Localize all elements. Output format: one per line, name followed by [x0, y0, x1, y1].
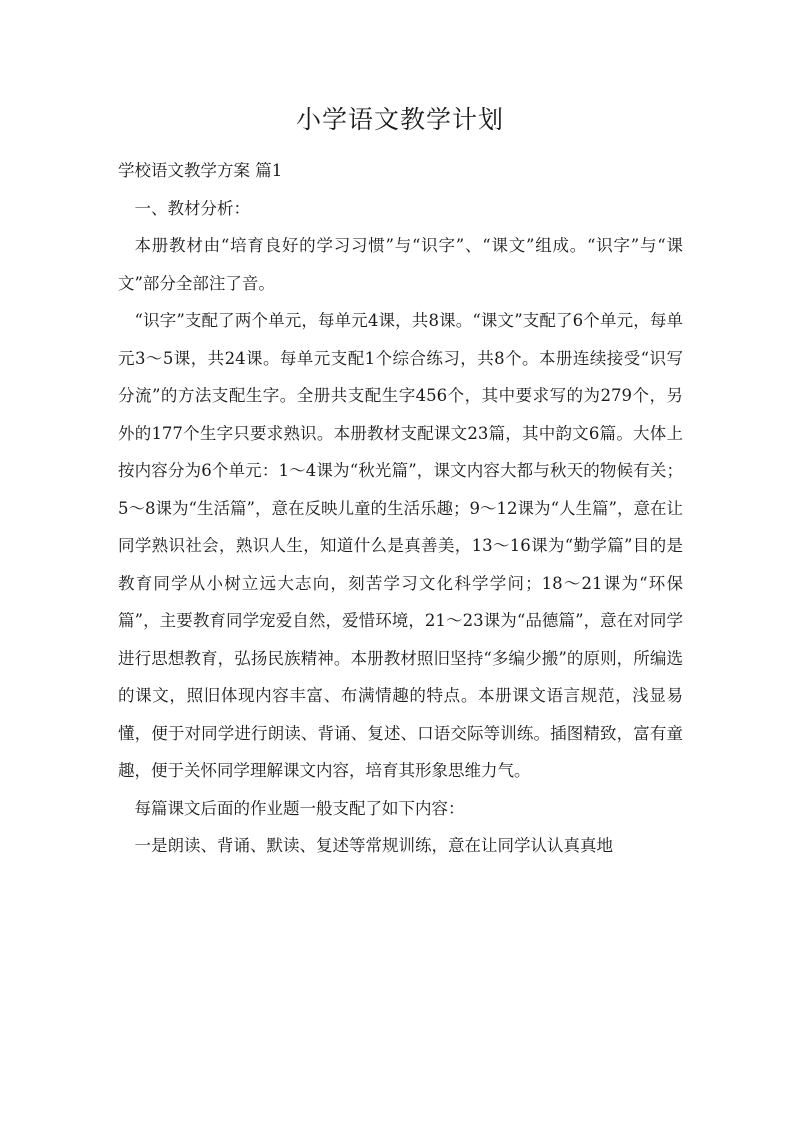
- paragraph: 一是朗读、背诵、默读、复述等常规训练，意在让同学认认真真地: [134, 836, 613, 855]
- paragraph: “识字”支配了两个单元，每单元4课，共8课。“课文”支配了6个单元，每单元3～5课，共24课。每单元支配1个综合练习，共8个。本册连续接受“识写分流”的方法支配生字。全册共支配生字456个，其中要求写的为279个，另外的177个生字只要求熟识。本册教材支配课文23篇，其中韵文6篇。大体上按内容分为6个单元：1～4课为“秋光篇”，课文内容大都与秋天的物候有关；5～8课为“生活篇”，意在反映儿童的生活乐趣；9～12课为“人生篇”，意在让同学熟识社会，熟识人生，知道什么是真善美，13～16课为“勤学篇”目的是教育同学从小树立远大志向，刻苦学习文化科学学问；18～21课为“环保篇”，主要教育同学宠爱自然，爱惜环境，21～23课为“品德篇”，意在对同学进行思想教育，弘扬民族精神。本册教材照旧坚持“多编少搬”的原则，所编选的课文，照旧体现内容丰富、布满情趣的特点。本册课文语言规范，浅显易懂，便于对同学进行朗读、背诵、复述、口语交际等训练。插图精致，富有童趣，便于关怀同学理解课文内容，培育其形象思维力气。: [118, 311, 683, 780]
- paragraph: 本册教材由“培育良好的学习习惯”与“识字”、“课文”组成。“识字”与“课文”部分全部注了音。: [118, 236, 683, 293]
- subsection-heading: 一、教材分析：: [134, 198, 250, 218]
- document-body: [118, 152, 683, 865]
- document-title: 小学语文教学计划: [295, 105, 504, 134]
- paragraph: 每篇课文后面的作业题一般支配了如下内容：: [134, 798, 465, 818]
- section-heading: 学校语文教学方案 篇1: [118, 161, 283, 180]
